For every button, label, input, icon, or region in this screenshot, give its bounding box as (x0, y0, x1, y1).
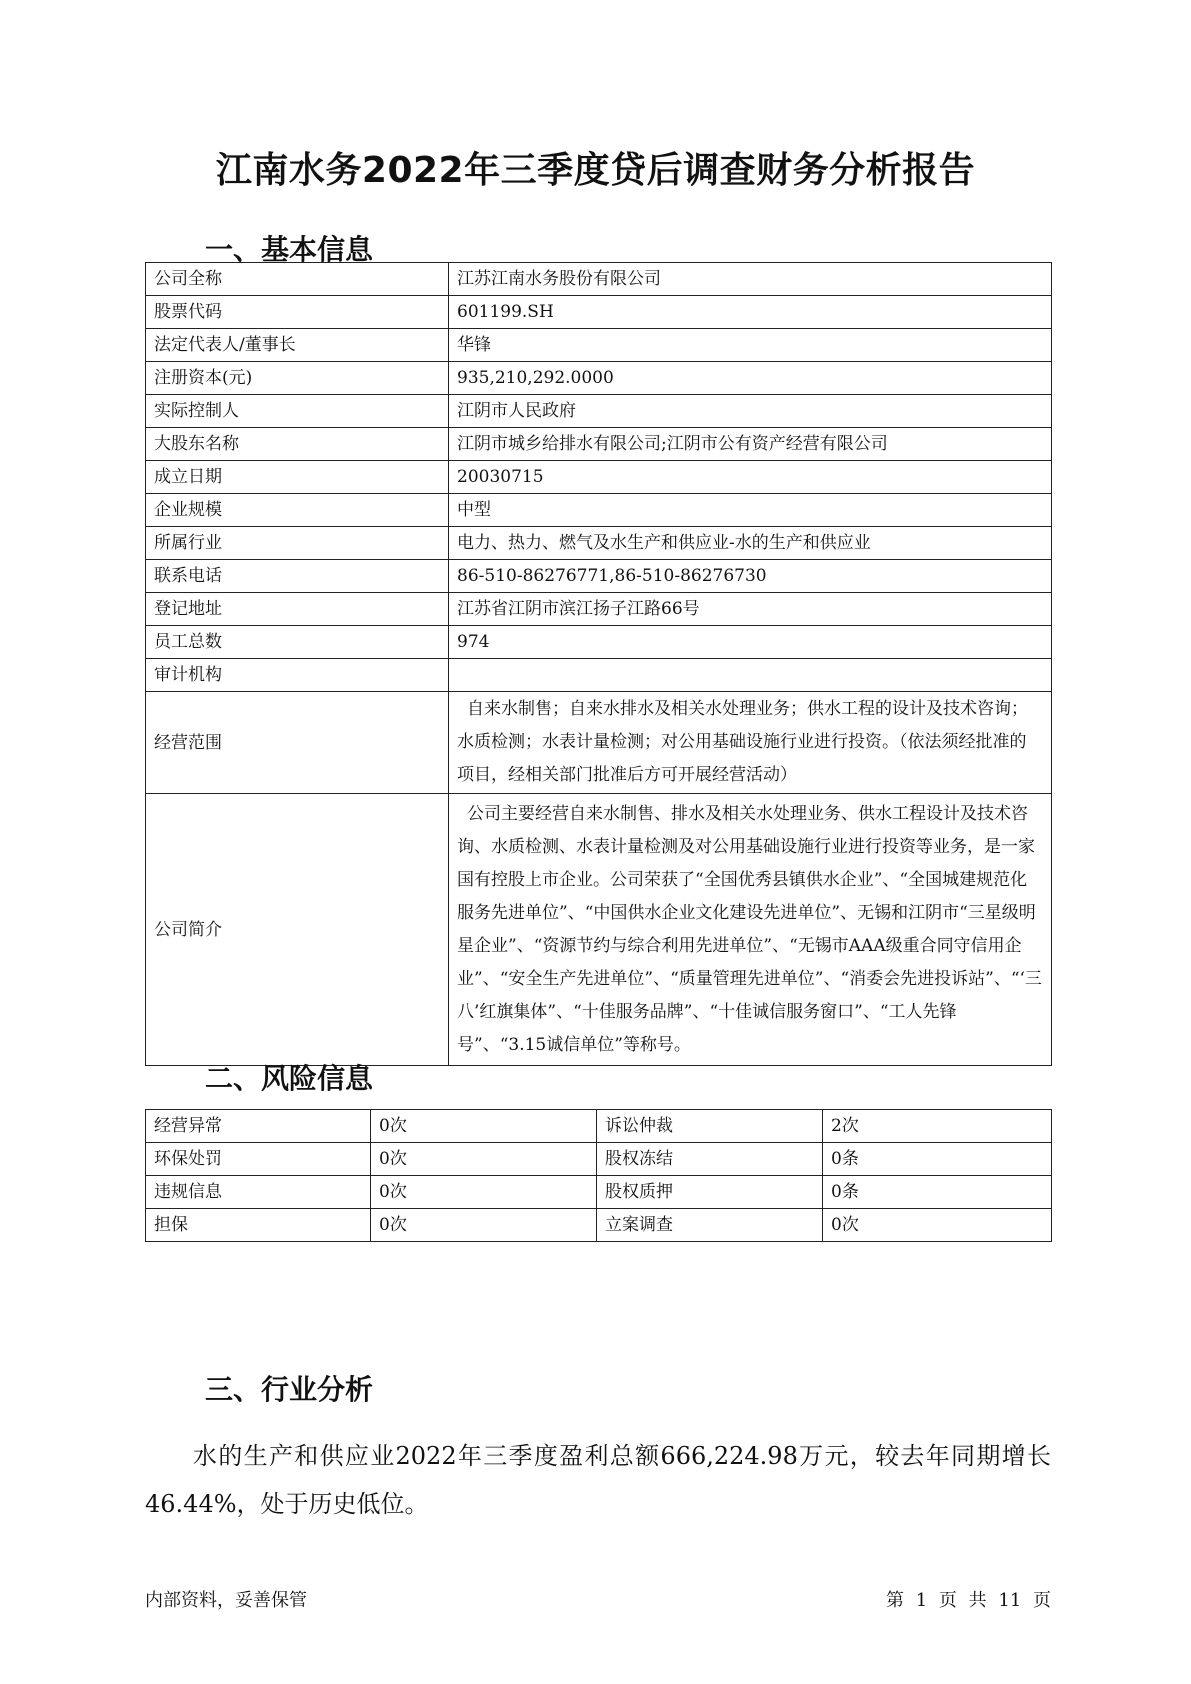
table-row (146, 1209, 1052, 1242)
table-row (146, 1143, 1052, 1176)
risk-value: 0次 (823, 1209, 1052, 1242)
risk-value: 0次 (371, 1143, 597, 1176)
field-label: 审计机构 (146, 659, 449, 692)
field-value: 20030715 (449, 461, 1052, 494)
industry-paragraph: 水的生产和供应业2022年三季度盈利总额666,224.98万元，较去年同期增长46.44%，处于历史低位。 (145, 1442, 1051, 1518)
basic-info-body (146, 263, 1052, 1066)
field-label: 公司简介 (146, 794, 449, 1066)
field-value: 中型 (449, 494, 1052, 527)
field-value: 电力、热力、燃气及水生产和供应业-水的生产和供应业 (449, 527, 1052, 560)
risk-value: 2次 (823, 1110, 1052, 1143)
field-label: 大股东名称 (146, 428, 449, 461)
table-row (146, 296, 1052, 329)
field-label: 实际控制人 (146, 395, 449, 428)
risk-value: 0次 (371, 1176, 597, 1209)
table-row (146, 560, 1052, 593)
risk-label: 违规信息 (146, 1176, 371, 1209)
risk-label: 担保 (146, 1209, 371, 1242)
risk-label: 环保处罚 (146, 1143, 371, 1176)
table-row (146, 1110, 1052, 1143)
table-row (146, 692, 1052, 794)
field-label: 法定代表人/董事长 (146, 329, 449, 362)
table-row (146, 362, 1052, 395)
footer-page-number: 第 1 页 共 11 页 (886, 1590, 1051, 1611)
table-row (146, 263, 1052, 296)
field-label: 所属行业 (146, 527, 449, 560)
field-value: 974 (449, 626, 1052, 659)
table-row (146, 395, 1052, 428)
table-row (146, 659, 1052, 692)
field-label: 注册资本(元) (146, 362, 449, 395)
table-row (146, 428, 1052, 461)
risk-value: 0次 (371, 1110, 597, 1143)
field-label: 企业规模 (146, 494, 449, 527)
table-row (146, 1176, 1052, 1209)
field-value: 江阴市城乡给排水有限公司;江阴市公有资产经营有限公司 (449, 428, 1052, 461)
section-heading-risk: 二、风险信息 (205, 1062, 374, 1095)
risk-value: 0次 (371, 1209, 597, 1242)
field-label: 联系电话 (146, 560, 449, 593)
table-row (146, 329, 1052, 362)
table-row (146, 494, 1052, 527)
risk-label: 诉讼仲裁 (597, 1110, 823, 1143)
field-value: 华锋 (449, 329, 1052, 362)
basic-info-table (145, 262, 1052, 1066)
field-label: 登记地址 (146, 593, 449, 626)
business-scope-value: 自来水制售；自来水排水及相关水处理业务；供水工程的设计及技术咨询；水质检测；水表计量检测；对公用基础设施行业进行投资。（依法须经批准的项目，经相关部门批准后方可开展经营活动） (449, 692, 1052, 794)
table-row (146, 461, 1052, 494)
risk-value: 0条 (823, 1143, 1052, 1176)
table-row (146, 527, 1052, 560)
section-heading-basic: 一、基本信息 (205, 233, 374, 266)
field-value (449, 659, 1052, 692)
risk-info-table (145, 1109, 1052, 1242)
field-value: 江阴市人民政府 (449, 395, 1052, 428)
table-row (146, 626, 1052, 659)
company-profile-value: 公司主要经营自来水制售、排水及相关水处理业务、供水工程设计及技术咨询、水质检测、水表计量检测及对公用基础设施行业进行投资等业务，是一家国有控股上市企业。公司荣获了“全国优秀县镇供水企业”、“全国城建规范化服务先进单位”、“中国供水企业文化建设先进单位”、无锡和江阴市“三星级明星企业”、“资源节约与综合利用先进单位”、“无锡市AAA级重合同守信用企业”、“安全生产先进单位”、“质量管理先进单位”、“消委会先进投诉站”、“‘三八’红旗集体”、“十佳服务品牌”、“十佳诚信服务窗口”、“工人先锋号”、“3.15诚信单位”等称号。 (449, 794, 1052, 1066)
field-label: 股票代码 (146, 296, 449, 329)
table-row (146, 593, 1052, 626)
field-value: 86-510-86276771,86-510-86276730 (449, 560, 1052, 593)
risk-label: 股权质押 (597, 1176, 823, 1209)
risk-label: 立案调查 (597, 1209, 823, 1242)
field-value: 935,210,292.0000 (449, 362, 1052, 395)
field-label: 员工总数 (146, 626, 449, 659)
field-value: 江苏省江阴市滨江扬子江路66号 (449, 593, 1052, 626)
risk-label: 股权冻结 (597, 1143, 823, 1176)
risk-label: 经营异常 (146, 1110, 371, 1143)
page-title: 江南水务2022年三季度贷后调查财务分析报告 (215, 150, 976, 191)
footer-confidential-note: 内部资料，妥善保管 (145, 1590, 307, 1611)
field-label: 公司全称 (146, 263, 449, 296)
field-label: 经营范围 (146, 692, 449, 794)
table-row (146, 794, 1052, 1066)
risk-value: 0条 (823, 1176, 1052, 1209)
field-label: 成立日期 (146, 461, 449, 494)
section-heading-industry: 三、行业分析 (205, 1373, 374, 1406)
field-value: 601199.SH (449, 296, 1052, 329)
field-value: 江苏江南水务股份有限公司 (449, 263, 1052, 296)
